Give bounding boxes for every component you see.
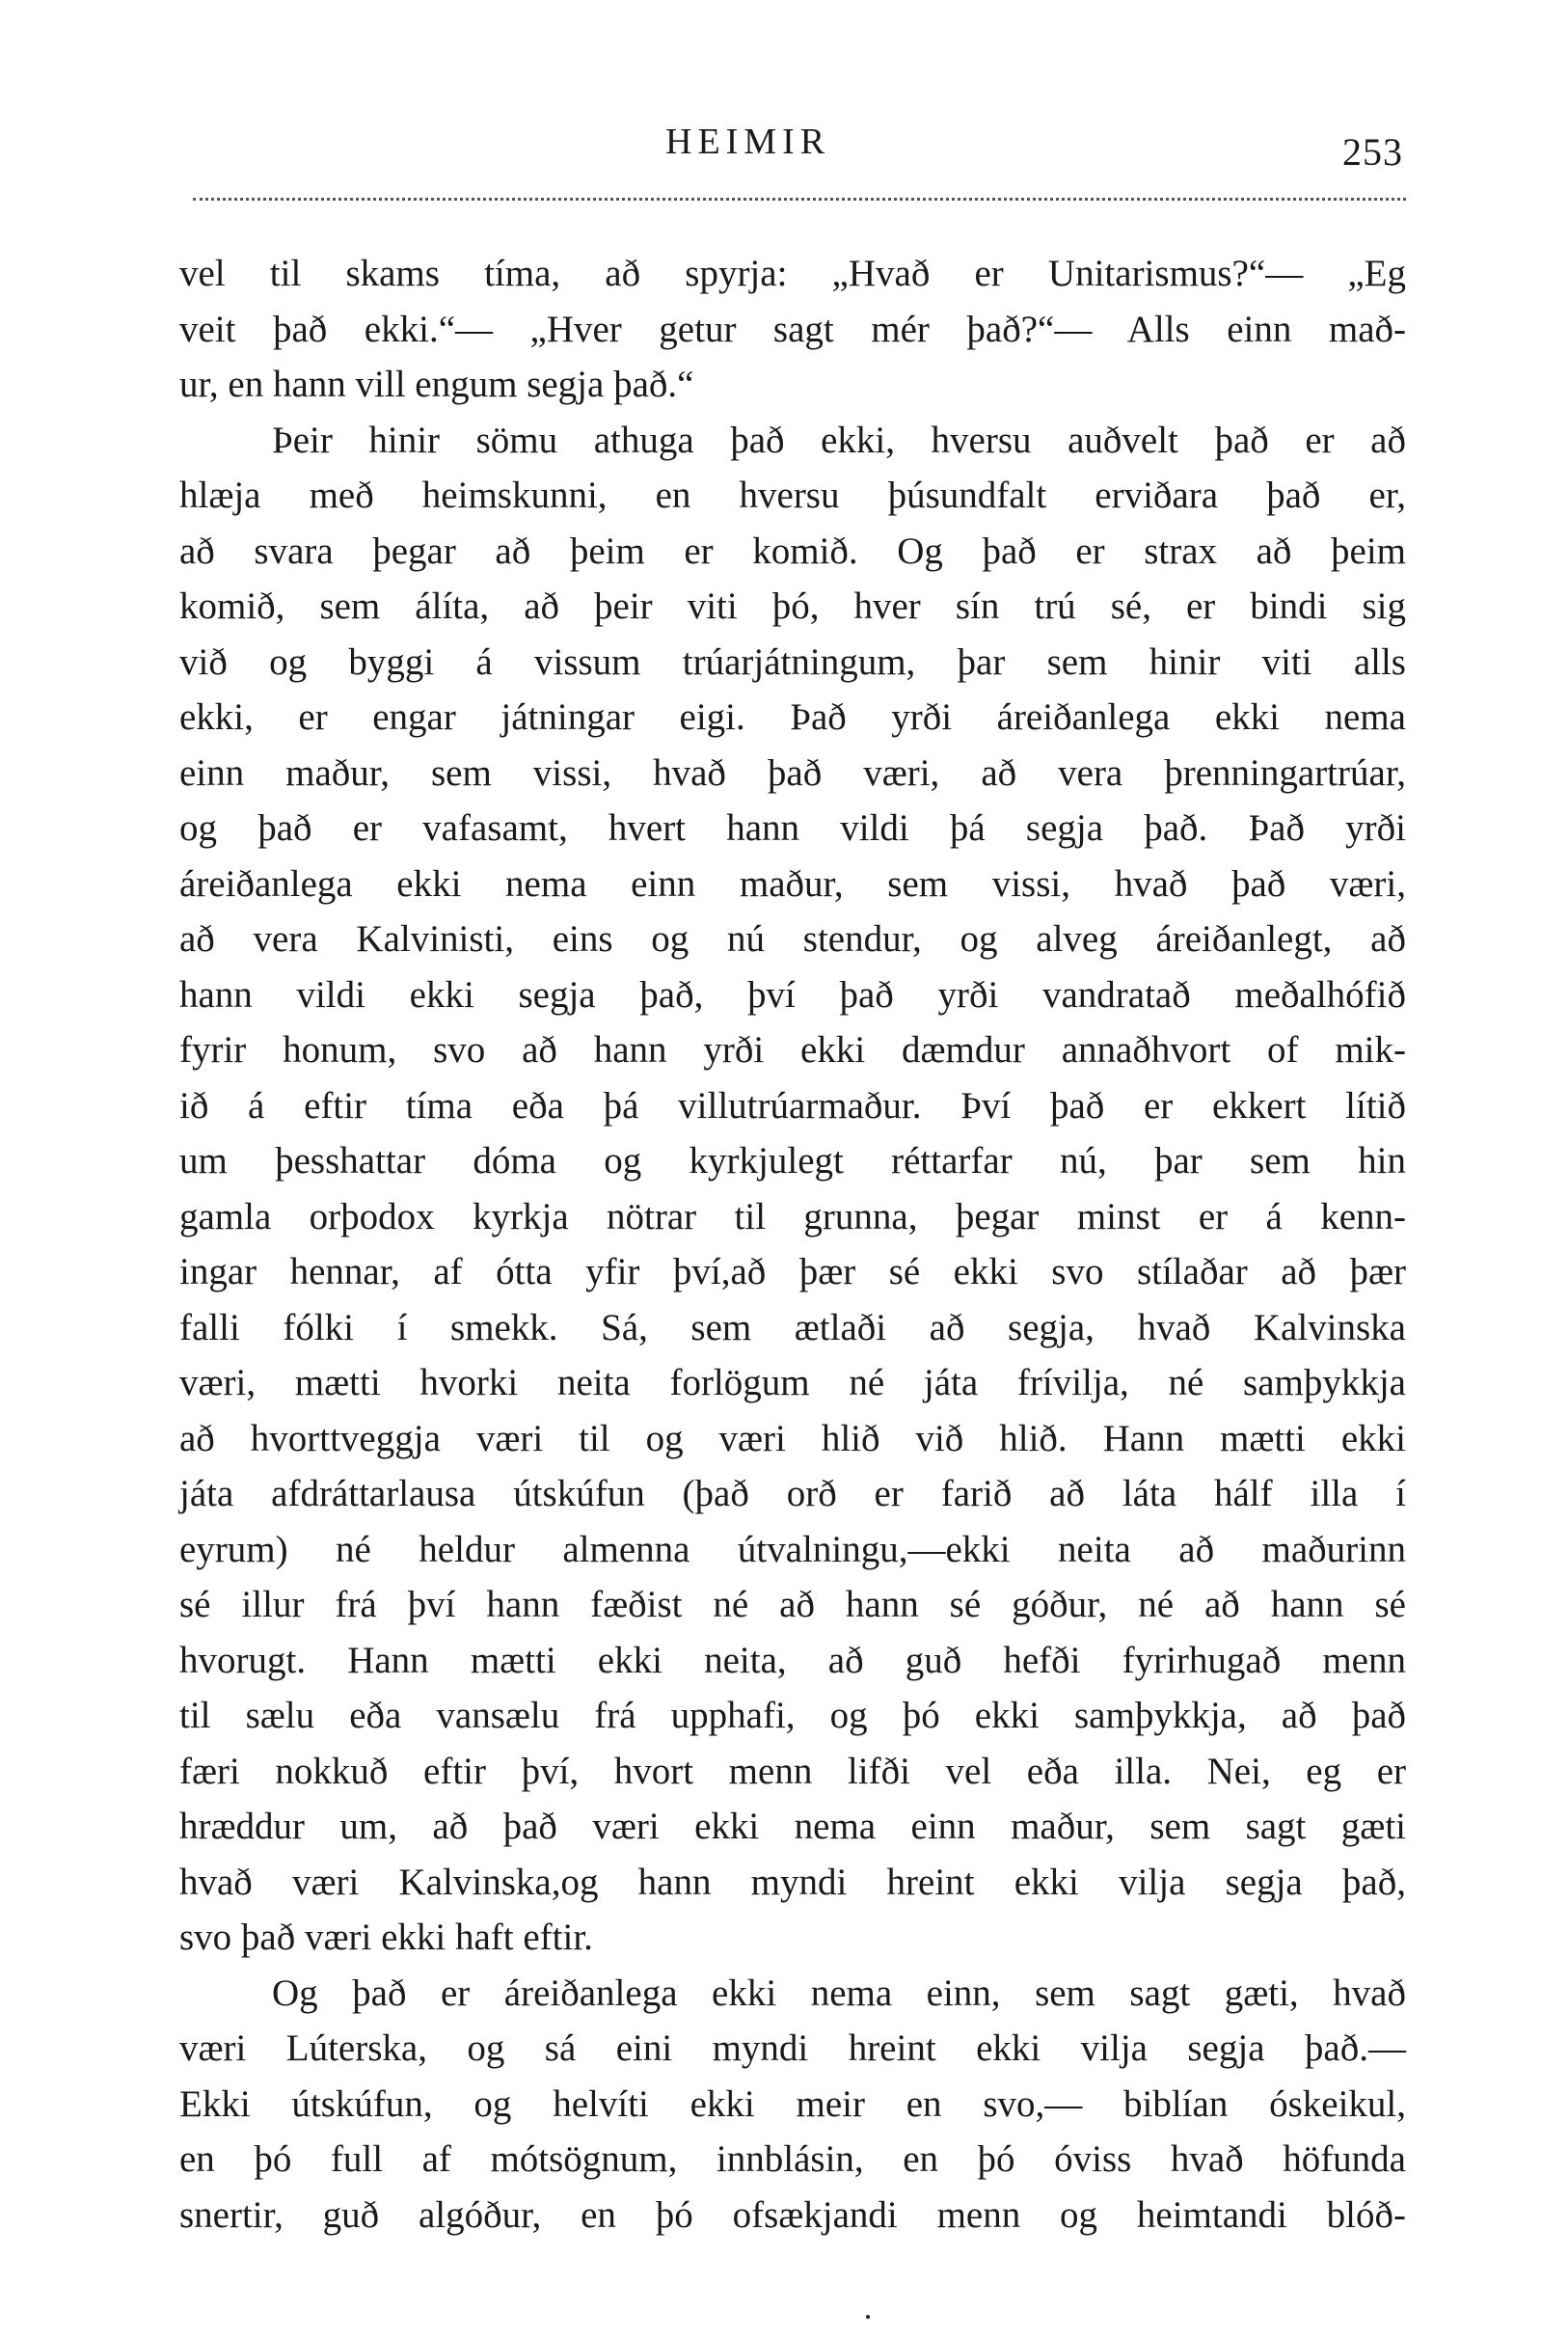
header-rule xyxy=(193,198,1406,201)
text-line: áreiðanlega ekki nema einn maður, sem vissi, hvað það væri, xyxy=(179,862,1406,905)
running-title: HEIMIR xyxy=(665,122,831,162)
text-line: væri Lúterska, og sá eini myndi hreint ekki vilja segja það.— xyxy=(179,2027,1406,2069)
text-line: játa afdráttarlausa útskúfun (það orð er farið að láta hálf illa í xyxy=(179,1473,1406,1514)
text-line: sé illur frá því hann fæðist né að hann sé góður, né að hann sé xyxy=(179,1584,1406,1625)
text-line: ið á eftir tíma eða þá villutrúarmaður. Því það er ekkert lítið xyxy=(179,1084,1406,1127)
text-line: svo það væri ekki haft eftir. xyxy=(179,1917,593,1958)
text-line: við og byggi á vissum trúarjátningum, þar sem hinir viti alls xyxy=(179,640,1406,683)
page-number: 253 xyxy=(1342,130,1403,174)
text-line: falli fólki í smekk. Sá, sem ætlaði að segja, hvað Kalvinska xyxy=(179,1306,1406,1348)
text-line: en þó full af mótsögnum, innblásin, en þó óviss hvað höfunda xyxy=(179,2138,1406,2180)
text-line: hræddur um, að það væri ekki nema einn maður, sem sagt gæti xyxy=(179,1806,1406,1847)
text-line: gamla orþodox kyrkja nötrar til grunna, þegar minst er á kenn- xyxy=(179,1195,1406,1237)
text-line: einn maður, sem vissi, hvað það væri, að vera þrenningartrúar, xyxy=(179,751,1406,794)
text-line: að hvorttveggja væri til og væri hlið við hlið. Hann mætti ekki xyxy=(179,1417,1406,1459)
text-line: ur, en hann vill engum segja það.“ xyxy=(179,364,694,405)
text-line: vel til skams tíma, að spyrja: „Hvað er Unitarismus?“— „Eg xyxy=(179,253,1406,294)
text-line: eyrum) né heldur almenna útvalningu,—ekki neita að maðurinn xyxy=(179,1528,1406,1570)
text-line: hann vildi ekki segja það, því það yrði vandratað meðalhófið xyxy=(179,973,1406,1016)
text-line: um þesshattar dóma og kyrkjulegt réttarfar nú, þar sem hin xyxy=(179,1140,1406,1182)
text-line: hlæja með heimskunni, en hversu þúsundfalt erviðara það er, xyxy=(179,475,1406,516)
text-line: fyrir honum, svo að hann yrði ekki dæmdur annaðhvort of mik- xyxy=(179,1029,1406,1071)
text-line: komið, sem álíta, að þeir viti þó, hver sín trú sé, er bindi sig xyxy=(179,585,1406,627)
text-line: til sælu eða vansælu frá upphafi, og þó ekki samþykkja, að það xyxy=(179,1695,1406,1736)
text-line: færi nokkuð eftir því, hvort menn lifði vel eða illa. Nei, eg er xyxy=(179,1750,1406,1792)
print-speck xyxy=(866,2315,870,2319)
text-line: Þeir hinir sömu athuga það ekki, hversu auðvelt það er að xyxy=(272,419,1406,461)
text-line: veit það ekki.“— „Hver getur sagt mér það?“— Alls einn mað- xyxy=(179,308,1406,350)
text-line: væri, mætti hvorki neita forlögum né játa frívilja, né samþykkja xyxy=(179,1362,1406,1403)
text-line: ekki, er engar játningar eigi. Það yrði áreiðanlega ekki nema xyxy=(179,696,1406,738)
text-line: ingar hennar, af ótta yfir því,að þær sé ekki svo stílaðar að þær xyxy=(179,1251,1406,1292)
text-line: snertir, guð algóður, en þó ofsækjandi menn og heimtandi blóð- xyxy=(179,2193,1406,2236)
text-line: hvorugt. Hann mætti ekki neita, að guð hefði fyrirhugað menn xyxy=(179,1639,1406,1681)
body-text xyxy=(179,246,1406,2243)
text-line: að vera Kalvinisti, eins og nú stendur, og alveg áreiðanlegt, að xyxy=(179,918,1406,960)
text-line: Ekki útskúfun, og helvíti ekki meir en svo,— biblían óskeikul, xyxy=(179,2082,1406,2125)
text-line: og það er vafasamt, hvert hann vildi þá segja það. Það yrði xyxy=(179,807,1406,849)
text-line: hvað væri Kalvinska,og hann myndi hreint ekki vilja segja það, xyxy=(179,1861,1406,1903)
text-line: Og það er áreiðanlega ekki nema einn, sem sagt gæti, hvað xyxy=(272,1972,1406,2014)
text-line: að svara þegar að þeim er komið. Og það er strax að þeim xyxy=(179,530,1406,572)
